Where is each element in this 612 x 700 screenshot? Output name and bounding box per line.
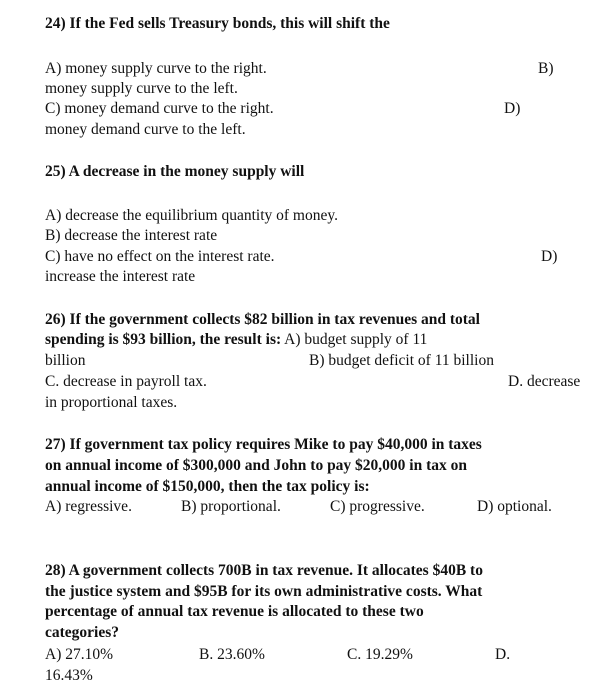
q25-option-d-text: increase the interest rate [45,268,196,285]
q26-question-line1: 26) If the government collects $82 billion in tax revenues and total [45,311,480,328]
q28-question-line4: categories? [45,624,120,641]
q26-option-a: A) budget supply of 11 [281,331,428,348]
q25-option-d-letter: D) [541,248,558,265]
q24-option-d-letter: D) [504,100,521,117]
q27-option-a: A) regressive. [45,498,132,515]
q26-option-d: D. decrease [508,373,581,390]
q28-question-line3: percentage of annual tax revenue is allocated to these two [45,603,424,620]
q24-option-a: A) money supply curve to the right. [45,60,267,77]
q27-question-line1: 27) If government tax policy requires Mike to pay $40,000 in taxes [45,436,482,453]
q26-option-b: B) budget deficit of 11 billion [309,352,494,369]
q27-option-b: B) proportional. [181,498,281,515]
q26-option-d-continued: in proportional taxes. [45,394,178,411]
q25-option-a: A) decrease the equilibrium quantity of money. [45,207,338,224]
q28-option-d-value: 16.43% [45,667,93,684]
q25-question: 25) A decrease in the money supply will [45,163,305,180]
q24-option-c: C) money demand curve to the right. [45,100,274,117]
q27-question-line2: on annual income of $300,000 and John to pay $20,000 in tax on [45,457,468,474]
q26-option-a-continued: billion [45,352,86,369]
q24-option-b-text: money supply curve to the left. [45,80,238,97]
q24-question: 24) If the Fed sells Treasury bonds, this will shift the [45,15,390,32]
q27-option-d: D) optional. [477,498,552,515]
q27-question-line3: annual income of $150,000, then the tax policy is: [45,478,370,495]
q25-option-c: C) have no effect on the interest rate. [45,248,275,265]
q24-option-b-letter: B) [538,60,554,77]
q28-question-line1: 28) A government collects 700B in tax revenue. It allocates $40B to [45,562,483,579]
q28-option-b: B. 23.60% [199,646,265,663]
q26-option-c: C. decrease in payroll tax. [45,373,207,390]
q27-option-c: C) progressive. [330,498,425,515]
q26-question-line2 [45,330,427,350]
q28-option-c: C. 19.29% [347,646,413,663]
q28-option-a: A) 27.10% [45,646,114,663]
q25-option-b: B) decrease the interest rate [45,227,218,244]
q28-option-d-letter: D. [495,646,511,663]
q24-option-d-text: money demand curve to the left. [45,121,246,138]
q28-question-line2: the justice system and $95B for its own administrative costs. What [45,583,483,600]
q26-question-line2-bold: spending is $93 billion, the result is: [45,331,282,348]
